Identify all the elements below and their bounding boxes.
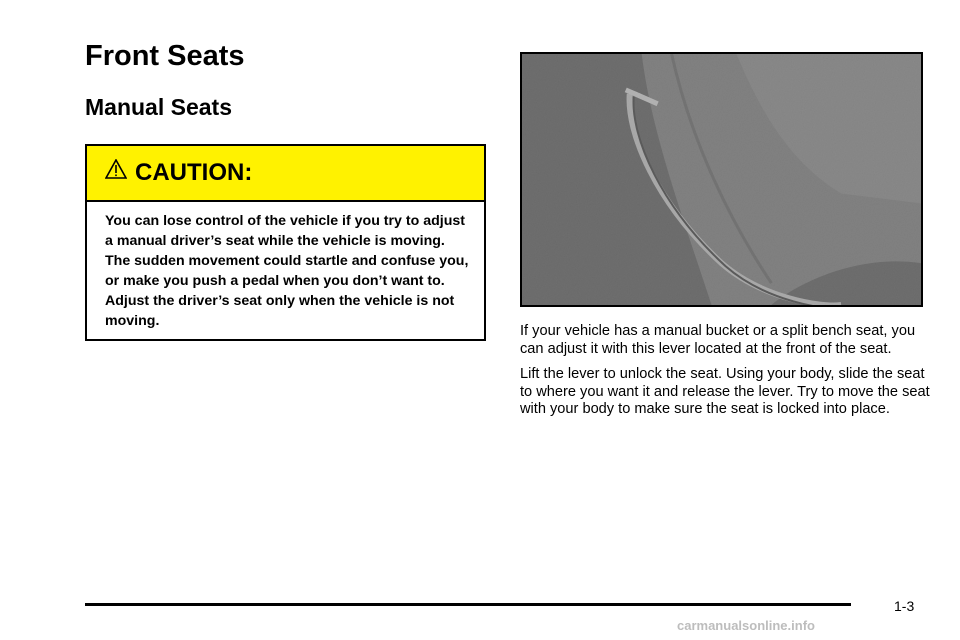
warning-triangle-icon: [105, 159, 127, 179]
seat-lever-photo: [520, 52, 923, 307]
watermark: carmanualsonline.info: [677, 618, 815, 633]
body-text: [520, 323, 930, 427]
page-number: 1-3: [894, 598, 915, 614]
paragraph-instructions: Lift the lever to unlock the seat. Using your body, slide the seat to where you want it and release the lever. Try to move the seat with your body to make sure the seat is locked into place.: [520, 366, 930, 417]
caution-text: You can lose control of the vehicle if you try to adjust a manual driver’s seat while the vehicle is moving. The sudden movement could startle and confuse you, or make you push a pedal when you don’t want to. Adjust the driver’s seat only when the vehicle is not moving.: [105, 213, 469, 329]
caution-label: CAUTION:: [135, 159, 253, 186]
paragraph-intro: If your vehicle has a manual bucket or a split bench seat, you can adjust it with this lever located at the front of the seat.: [520, 323, 916, 357]
section-title: Manual Seats: [85, 94, 232, 120]
caution-header: [87, 146, 484, 202]
page-title: Front Seats: [85, 40, 245, 72]
footer-rule: [85, 603, 851, 606]
caution-box: [85, 144, 486, 341]
